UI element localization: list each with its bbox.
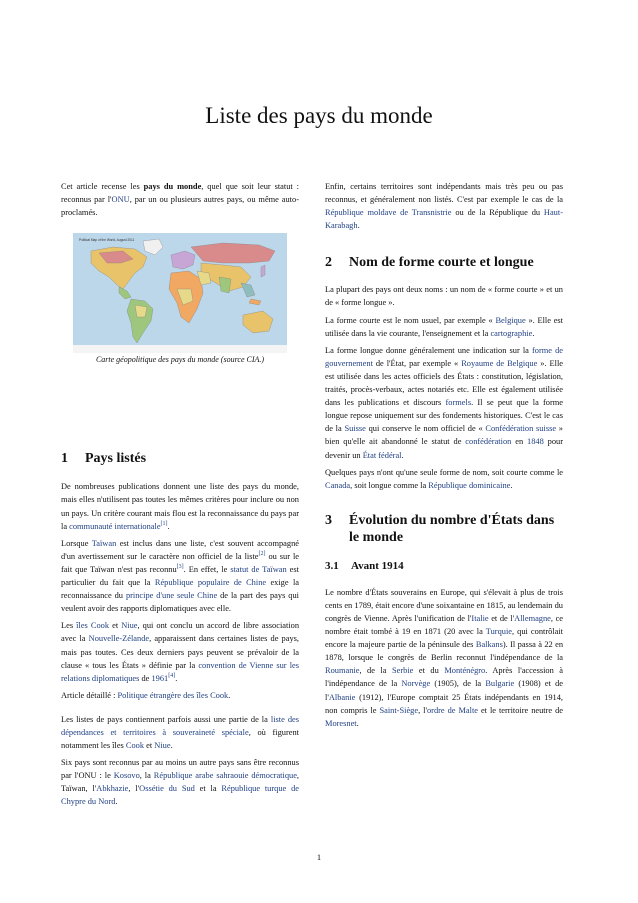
link-serbie[interactable]: Serbie <box>391 666 414 676</box>
link-turquie[interactable]: Turquie <box>485 627 512 637</box>
link-republique-populaire-chine[interactable]: République populaire de Chine <box>154 578 267 588</box>
section-heading-pays-listes: 1 Pays listés <box>61 451 147 467</box>
link-confederation[interactable]: confédération <box>465 437 512 447</box>
subsection-heading-avant-1914: 3.1 Avant 1914 <box>325 559 404 572</box>
link-cook[interactable]: Cook <box>125 741 145 751</box>
left-column <box>61 180 299 813</box>
link-moresnet[interactable]: Moresnet <box>325 718 357 728</box>
link-abkhazie[interactable]: Abkhazie <box>96 784 129 794</box>
s1-paragraph-5: Les listes de pays contiennent parfois aussi une partie de la liste des dépendances et territoires à souveraineté spéciale, où figurent notamment les îles Cook et Niue. <box>61 714 300 751</box>
page-title: Liste des pays du monde <box>205 103 433 128</box>
world-map-figure <box>73 233 287 366</box>
link-rasd[interactable]: République arabe sahraouie démocratique <box>153 771 297 781</box>
link-principe-chine[interactable]: principe d'une seule Chine <box>125 591 218 601</box>
link-belgique[interactable]: Belgique <box>495 315 526 325</box>
s2-paragraph-2: La forme courte est le nom usuel, par exemple « Belgique ». Elle est utilisée dans la vie courante, l'enseignement et la cartographie. <box>325 315 564 338</box>
link-balkans[interactable]: Balkans <box>475 640 503 650</box>
link-niue[interactable]: Niue <box>154 741 171 751</box>
link-transnistrie[interactable]: République moldave de Transnistrie <box>325 208 452 218</box>
link-saint-siege[interactable]: Saint-Siège <box>379 705 419 715</box>
link-rtcn[interactable]: République turque de Chypre du Nord <box>61 784 299 807</box>
link-republique-dominicaine[interactable]: République dominicaine <box>428 480 511 490</box>
link-ossetie-sud[interactable]: Ossétie du Sud <box>139 784 195 794</box>
link-forme-gouvernement[interactable]: forme de gouvernement <box>325 345 564 368</box>
link-iles-cook[interactable]: îles Cook <box>76 621 110 631</box>
link-statut-taiwan[interactable]: statut de Taïwan <box>230 564 287 574</box>
link-bulgarie[interactable]: Bulgarie <box>485 679 515 689</box>
link-cartographie[interactable]: cartographie <box>490 328 533 338</box>
citation-link[interactable]: [2] <box>258 551 266 558</box>
section-heading-nom-forme: 2 Nom de forme courte et longue <box>325 255 534 271</box>
link-norvege[interactable]: Norvège <box>401 679 431 689</box>
s1-paragraph-2: Lorsque Taïwan est inclus dans une liste, c'est souvent accompagné d'un avertissement sur le caractère non officiel de la liste[2] ou sur le fait que Taïwan n'est pas reconnu[3]. En effet, le statut de Taïwan est particulier du fait que la République populaire de Chine exige la reconnaissance du principe d'une seule Chine de la part des pays qui veulent avoir des rapports diplomatiques avec elle. <box>61 538 299 614</box>
link-nouvelle-zelande[interactable]: Nouvelle-Zélande <box>88 634 150 644</box>
section-heading-evolution: 3 Évolution du nombre d'États dans le monde <box>325 512 555 545</box>
map-caption: Carte géopolitique des pays du monde (source CIA.) <box>95 355 265 365</box>
link-royaume-belgique[interactable]: Royaume de Belgique <box>461 358 538 368</box>
link-etat-federal[interactable]: État fédéral <box>362 450 402 460</box>
link-1961[interactable]: 1961 <box>151 673 169 683</box>
s1-paragraph-3: Les îles Cook et Niue, qui ont conclu un accord de libre association avec la Nouvelle-Zélande, apparaissent dans certaines listes de pays, mais pas toutes. Ces deux derniers pays peuvent se prévaloir de la clause « tous les États » définie par la convention de Vienne sur les relations diplomatiques de 1961[4]. <box>61 621 300 683</box>
link-communaute-internationale[interactable]: communauté internationale <box>69 521 161 531</box>
link-confederation-suisse[interactable]: Confédération suisse <box>485 424 557 434</box>
right-intro-paragraph: Enfin, certains territoires sont indépendants mais très peu ou pas reconnus, et généralement non listés. C'est par exemple le cas de la République moldave de Transnistrie ou de la République du Haut-Karabagh. <box>325 182 563 231</box>
link-formels[interactable]: formels <box>445 398 472 408</box>
link-roumanie[interactable]: Roumanie <box>325 666 360 676</box>
citation-link[interactable]: [4] <box>168 672 176 679</box>
s1-paragraph-4: Article détaillé : Politique étrangère des îles Cook. <box>61 690 231 700</box>
link-haut-karabagh[interactable]: Haut-Karabagh <box>325 208 563 231</box>
s2-paragraph-4: Quelques pays n'ont qu'une seule forme de nom, soit courte comme le Canada, soit longue comme la République dominicaine. <box>325 467 563 490</box>
s2-paragraph-3: La forme longue donne généralement une indication sur la forme de gouvernement de l'État, par exemple « Royaume de Belgique ». Elle est utilisée dans les actes officiels des États : constitution, législation, traités, procès-verbaux, actes notariés etc. Elle est également utilisée dans les publications et discours formels. Il se peut que la forme longue repose uniquement sur des fondements historiques. C'est le cas de la Suisse qui conserve le nom officiel de « Confédération suisse » bien qu'elle ait abandonné le statut de confédération en 1848 pour devenir un État fédéral. <box>325 345 564 460</box>
s2-paragraph-1: La plupart des pays ont deux noms : un nom de « forme courte » et un de « forme longue ». <box>325 285 563 308</box>
right-column <box>325 180 563 734</box>
link-albanie[interactable]: Albanie <box>328 692 356 702</box>
link-kosovo[interactable]: Kosovo <box>113 771 140 781</box>
link-niue[interactable]: Niue <box>121 621 138 631</box>
world-map-image[interactable] <box>73 233 287 353</box>
link-liste-dependances[interactable]: liste des dépendances et territoires à souveraineté spéciale <box>61 714 300 737</box>
link-allemagne[interactable]: Allemagne <box>514 613 551 623</box>
link-italie[interactable]: Italie <box>471 613 489 623</box>
s1-paragraph-6: Six pays sont reconnus par au moins un autre pays sans être reconnus par l'ONU : le Kosovo, la République arabe sahraouie démocratique, Taïwan, l'Abkhazie, l'Ossétie du Sud et la République turque de Chypre du Nord. <box>61 758 300 807</box>
link-politique-etrangere[interactable]: Politique étrangère des îles Cook <box>117 690 229 700</box>
citation-link[interactable]: [3] <box>176 564 184 571</box>
link-ordre-malte[interactable]: ordre de Malte <box>426 705 478 715</box>
map-legend-text: Political Map of the World, August 2011 <box>79 238 135 243</box>
s1-paragraph-1: De nombreuses publications donnent une liste des pays du monde, mais elles n'utilisent pas toutes les mêmes critères pour inclure ou non un pays. Un critère courant mais flou est la reconnaissance du pays par la communauté internationale[1]. <box>61 482 299 531</box>
link-1848[interactable]: 1848 <box>527 437 544 447</box>
link-onu[interactable]: ONU <box>111 195 130 205</box>
link-montenegro[interactable]: Monténégro <box>444 666 486 676</box>
intro-paragraph: Cet article recense les pays du monde, quel que soit leur statut : reconnus par l'ONU, par un ou plusieurs autres pays, ou même auto-proclamés. <box>61 182 299 218</box>
s3-paragraph-1: Le nombre d'États souverains en Europe, qui s'élevait à plus de trois cents en 1789, était encore d'une soixantaine en 1815, au lendemain du congrès de Vienne. Après l'unification de l'Italie et de l'Allemagne, ce nombre était tombé à 19 en 1871 (20 avec la Turquie, qui contrôlait encore la majeure partie de la péninsule des Balkans). Il passa à 22 en 1878, lorsque le congrès de Berlin reconnut l'indépendance de la Roumanie, de la Serbie et du Monténégro. Après l'accession à l'indépendance de la Norvège (1905), de la Bulgarie (1908) et de l'Albanie (1912), l'Europe comptait 25 États indépendants en 1914, non compris le Saint-Siège, l'ordre de Malte et le territoire neutre de Moresnet. <box>325 587 564 728</box>
link-canada[interactable]: Canada <box>325 480 351 490</box>
link-taiwan[interactable]: Taïwan <box>91 538 117 548</box>
citation-link[interactable]: [1] <box>160 520 168 527</box>
link-suisse[interactable]: Suisse <box>344 424 366 434</box>
link-convention-vienne[interactable]: convention de Vienne sur les relations diplomatiques <box>61 660 299 683</box>
page-number: 1 <box>316 852 322 862</box>
